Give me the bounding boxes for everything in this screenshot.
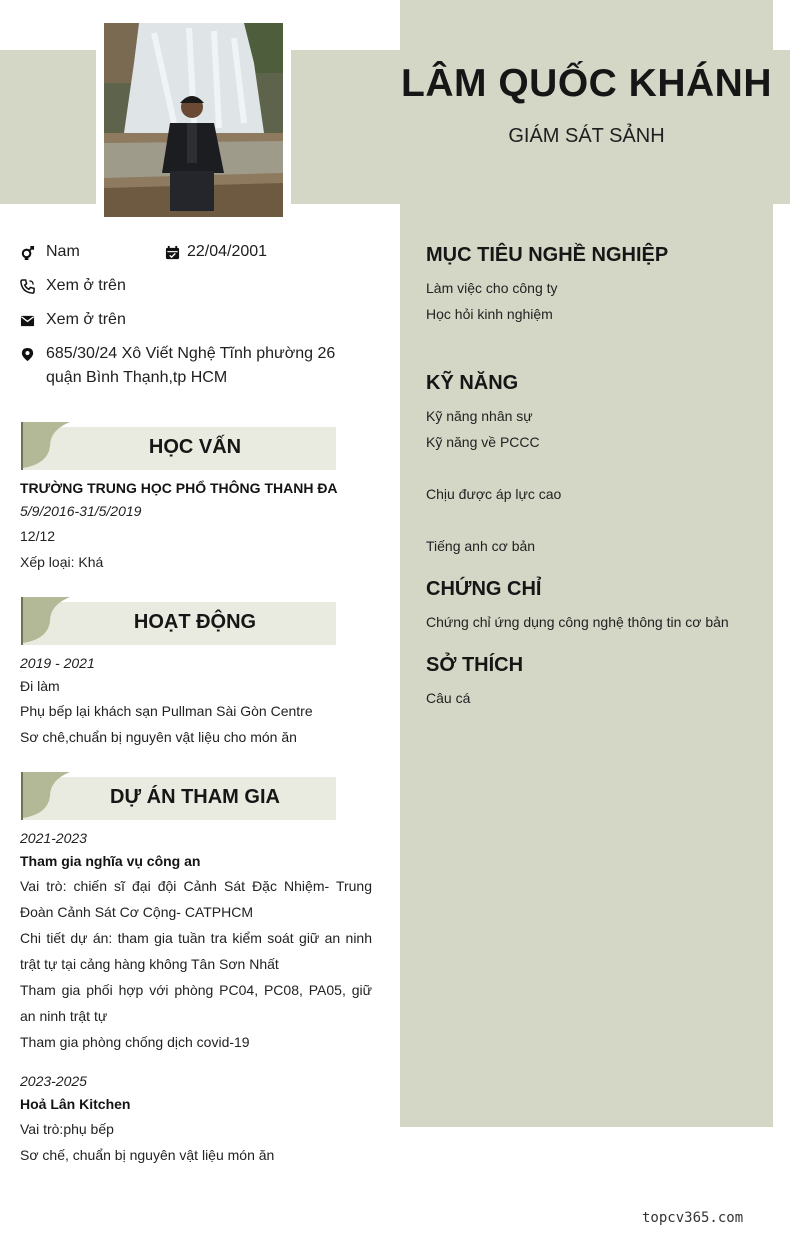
project-period: 2023-2025 <box>20 1073 87 1089</box>
candidate-name: LÂM QUỐC KHÁNH <box>401 62 772 105</box>
project-line: Tham gia phối hợp với phòng PC04, PC08, PA05, giữ an ninh trật tự <box>20 982 372 1024</box>
phone-value: Xem ở trên <box>46 277 126 294</box>
gender-row <box>20 240 160 264</box>
phone-icon <box>20 274 46 298</box>
leaf-ornament-icon <box>20 772 72 820</box>
envelope-icon <box>20 308 46 332</box>
project-period: 2021-2023 <box>20 830 87 846</box>
activities-section-header <box>20 597 336 645</box>
skill-line: Chịu được áp lực cao <box>426 486 562 502</box>
gender-icon <box>20 240 46 264</box>
calendar-icon <box>165 240 187 264</box>
skill-line: Kỹ năng về PCCC <box>426 434 540 450</box>
header-band-right <box>773 50 790 204</box>
certificate-line: Chứng chỉ ứng dụng công nghệ thông tin cơ bản <box>426 614 729 630</box>
birthday-row <box>165 240 365 264</box>
certificates-heading: CHỨNG CHỈ <box>426 578 542 600</box>
hobbies-heading: SỞ THÍCH <box>426 654 524 676</box>
project-name: Hoả Lân Kitchen <box>20 1096 131 1112</box>
education-school: TRƯỜNG TRUNG HỌC PHỔ THÔNG THANH ĐA <box>20 480 338 496</box>
skill-line: Tiếng anh cơ bản <box>426 538 536 554</box>
hobby-line: Câu cá <box>426 690 471 706</box>
objective-heading: MỤC TIÊU NGHỀ NGHIỆP <box>426 244 669 266</box>
project-line: Tham gia phòng chống dịch covid-19 <box>20 1034 250 1050</box>
job-title: GIÁM SÁT SẢNH <box>508 125 665 147</box>
projects-section-header <box>20 772 336 820</box>
address-row <box>20 342 346 390</box>
projects-heading: DỰ ÁN THAM GIA <box>110 786 280 808</box>
education-section-header <box>20 422 336 470</box>
objective-line: Làm việc cho công ty <box>426 280 558 296</box>
leaf-ornament-icon <box>20 597 72 645</box>
birthday-value: 22/04/2001 <box>187 243 268 260</box>
address-value: 685/30/24 Xô Viết Nghệ Tĩnh phường 26 quận Bình Thạnh,tp HCM <box>46 345 336 386</box>
header-band-middle <box>291 50 401 204</box>
skills-heading: KỸ NĂNG <box>426 372 519 394</box>
profile-photo <box>104 23 283 217</box>
map-pin-icon <box>20 342 46 366</box>
watermark: topcv365.com <box>642 1210 744 1226</box>
objective-line: Học hỏi kinh nghiệm <box>426 306 553 322</box>
project-line: Vai trò:phụ bếp <box>20 1121 114 1137</box>
project-line: Chi tiết dự án: tham gia tuần tra kiểm soát giữ an ninh trật tự tại cảng hàng không Tân Sơn Nhất <box>20 930 372 972</box>
right-column-panel <box>400 0 773 1127</box>
project-line: Sơ chế, chuẩn bị nguyên vật liệu món ăn <box>20 1147 275 1163</box>
email-value: Xem ở trên <box>46 311 126 328</box>
activities-line: Phụ bếp lại khách sạn Pullman Sài Gòn Centre <box>20 703 313 719</box>
activities-title: Đi làm <box>20 678 60 694</box>
skill-line: Kỹ năng nhân sự <box>426 408 533 424</box>
email-row <box>20 308 346 332</box>
education-grade: 12/12 <box>20 528 56 544</box>
leaf-ornament-icon <box>20 422 72 470</box>
project-line: Vai trò: chiến sĩ đại đội Cảnh Sát Đặc Nhiệm- Trung Đoàn Cảnh Sát Cơ Cộng- CATPHCM <box>20 878 372 920</box>
education-heading: HỌC VẤN <box>148 436 242 458</box>
education-rank: Xếp loại: Khá <box>20 554 104 570</box>
gender-value: Nam <box>46 243 80 260</box>
phone-row <box>20 274 346 298</box>
activities-heading: HOẠT ĐỘNG <box>133 611 257 633</box>
header-band-left <box>0 50 96 204</box>
project-name: Tham gia nghĩa vụ công an <box>20 853 201 869</box>
education-period: 5/9/2016-31/5/2019 <box>20 503 142 519</box>
activities-period: 2019 - 2021 <box>20 655 95 671</box>
activities-line: Sơ chê,chuẩn bị nguyên vật liệu cho món ăn <box>20 729 297 745</box>
